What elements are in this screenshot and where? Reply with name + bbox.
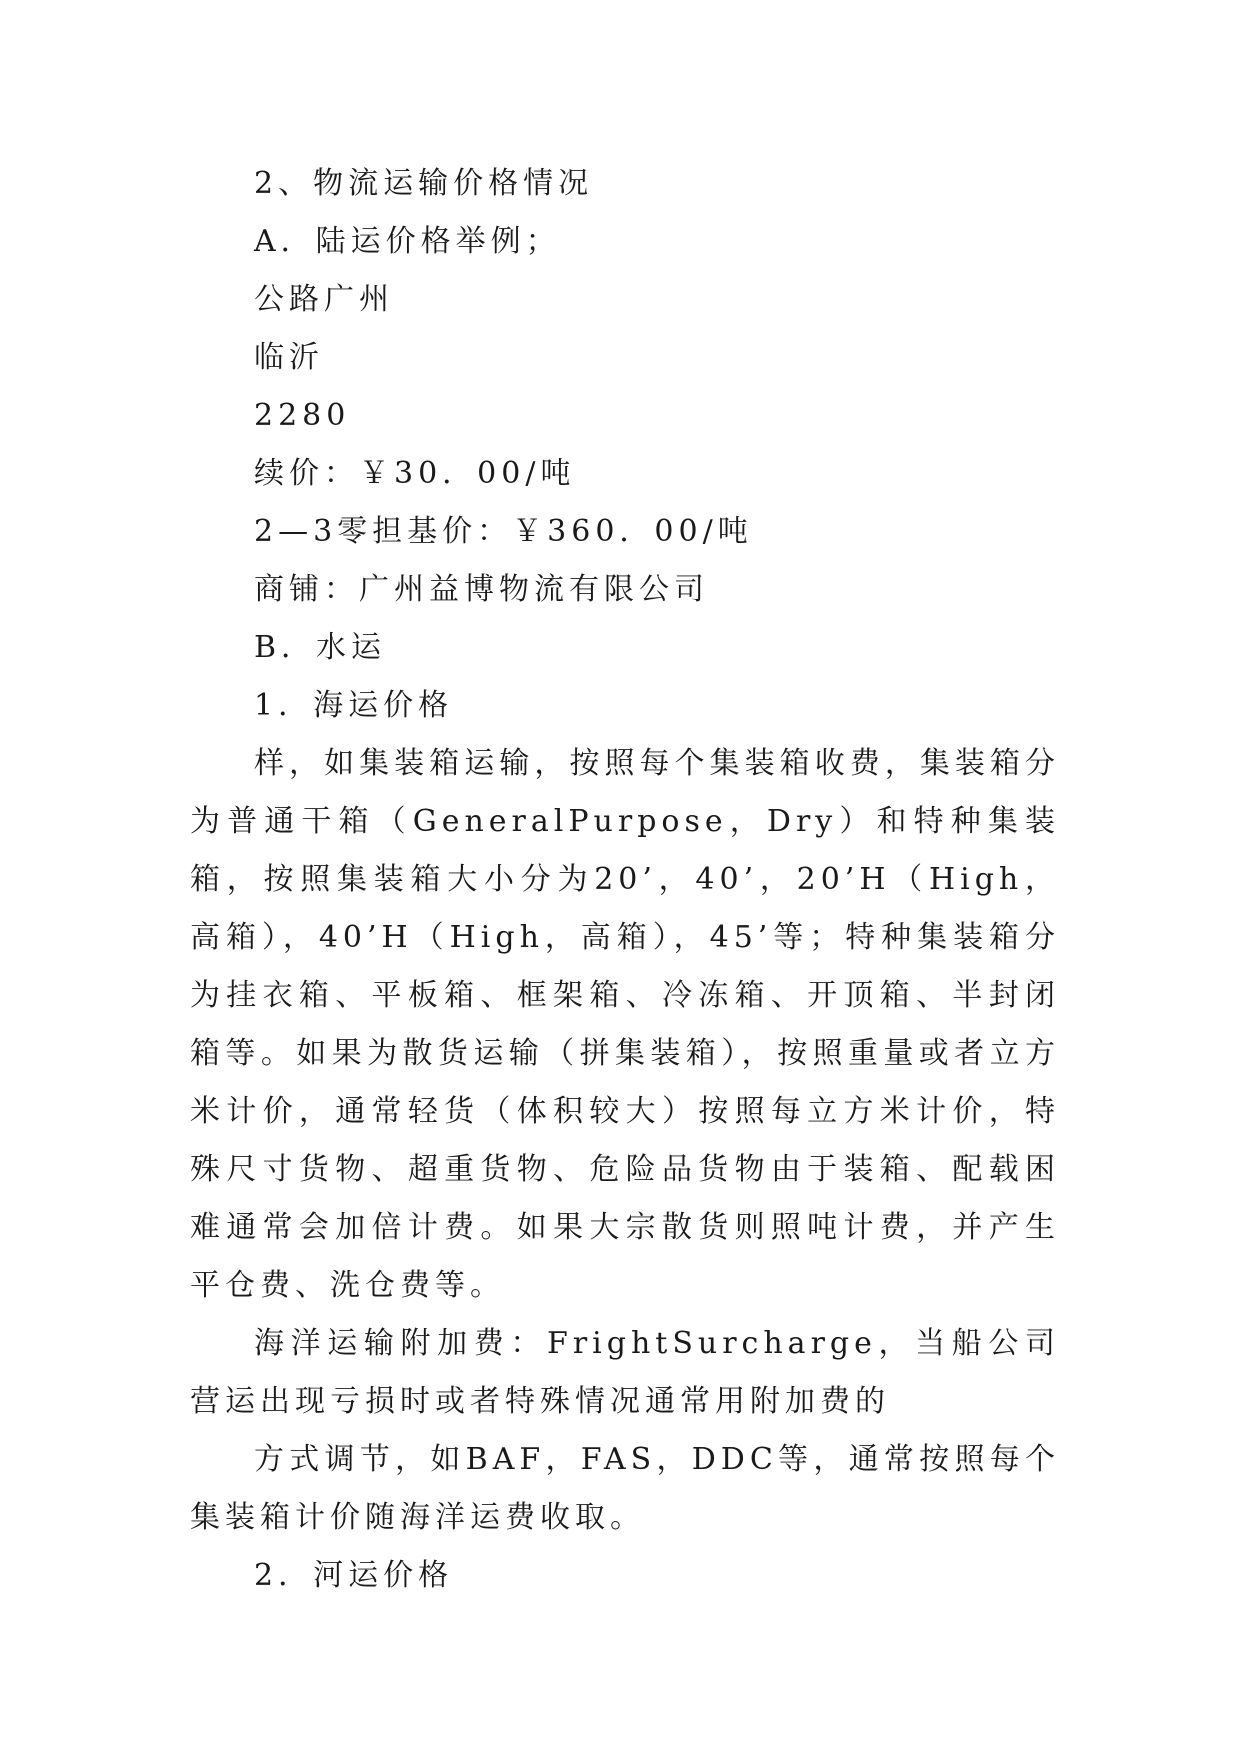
text-line: 临沂 <box>254 340 324 375</box>
subsection-heading: B．水运 <box>254 630 387 665</box>
subsection-heading: 2．河运价格 <box>254 1558 454 1593</box>
body-paragraph: 样，如集装箱运输，按照每个集装箱收费，集装箱分为普通干箱（GeneralPurpose，Dry）和特种集装箱，按照集装箱大小分为20’，40’，20’H（High，高箱），40’H（High，高箱），45’等；特种集装箱分为挂衣箱、平板箱、框架箱、冷冻箱、开顶箱、半封闭箱等。如果为散货运输（拼集装箱），按照重量或者立方米计价，通常轻货（体积较大）按照每立方米计价，特殊尺寸货物、超重货物、危险品货物由于装箱、配载困难通常会加倍计费。如果大宗散货则照吨计费，并产生平仓费、洗仓费等。 <box>190 746 1060 1303</box>
body-paragraph: 海洋运输附加费：FrightSurcharge，当船公司营运出现亏损时或者特殊情况通常用附加费的 <box>190 1326 1060 1419</box>
subsection-heading: A．陆运价格举例； <box>254 224 561 259</box>
text-line: 公路广州 <box>254 282 394 317</box>
text-line: 续价：￥30．00/吨 <box>254 456 576 491</box>
body-paragraph: 方式调节，如BAF，FAS，DDC等，通常按照每个集装箱计价随海洋运费收取。 <box>190 1442 1060 1535</box>
text-line: 商铺：广州益博物流有限公司 <box>254 572 709 607</box>
text-line: 2280 <box>254 398 351 433</box>
subsection-heading: 1．海运价格 <box>254 688 454 723</box>
document-page <box>190 155 1060 1605</box>
text-line: 2—3零担基价：￥360．00/吨 <box>254 514 753 549</box>
section-heading: 2、物流运输价格情况 <box>254 166 594 201</box>
